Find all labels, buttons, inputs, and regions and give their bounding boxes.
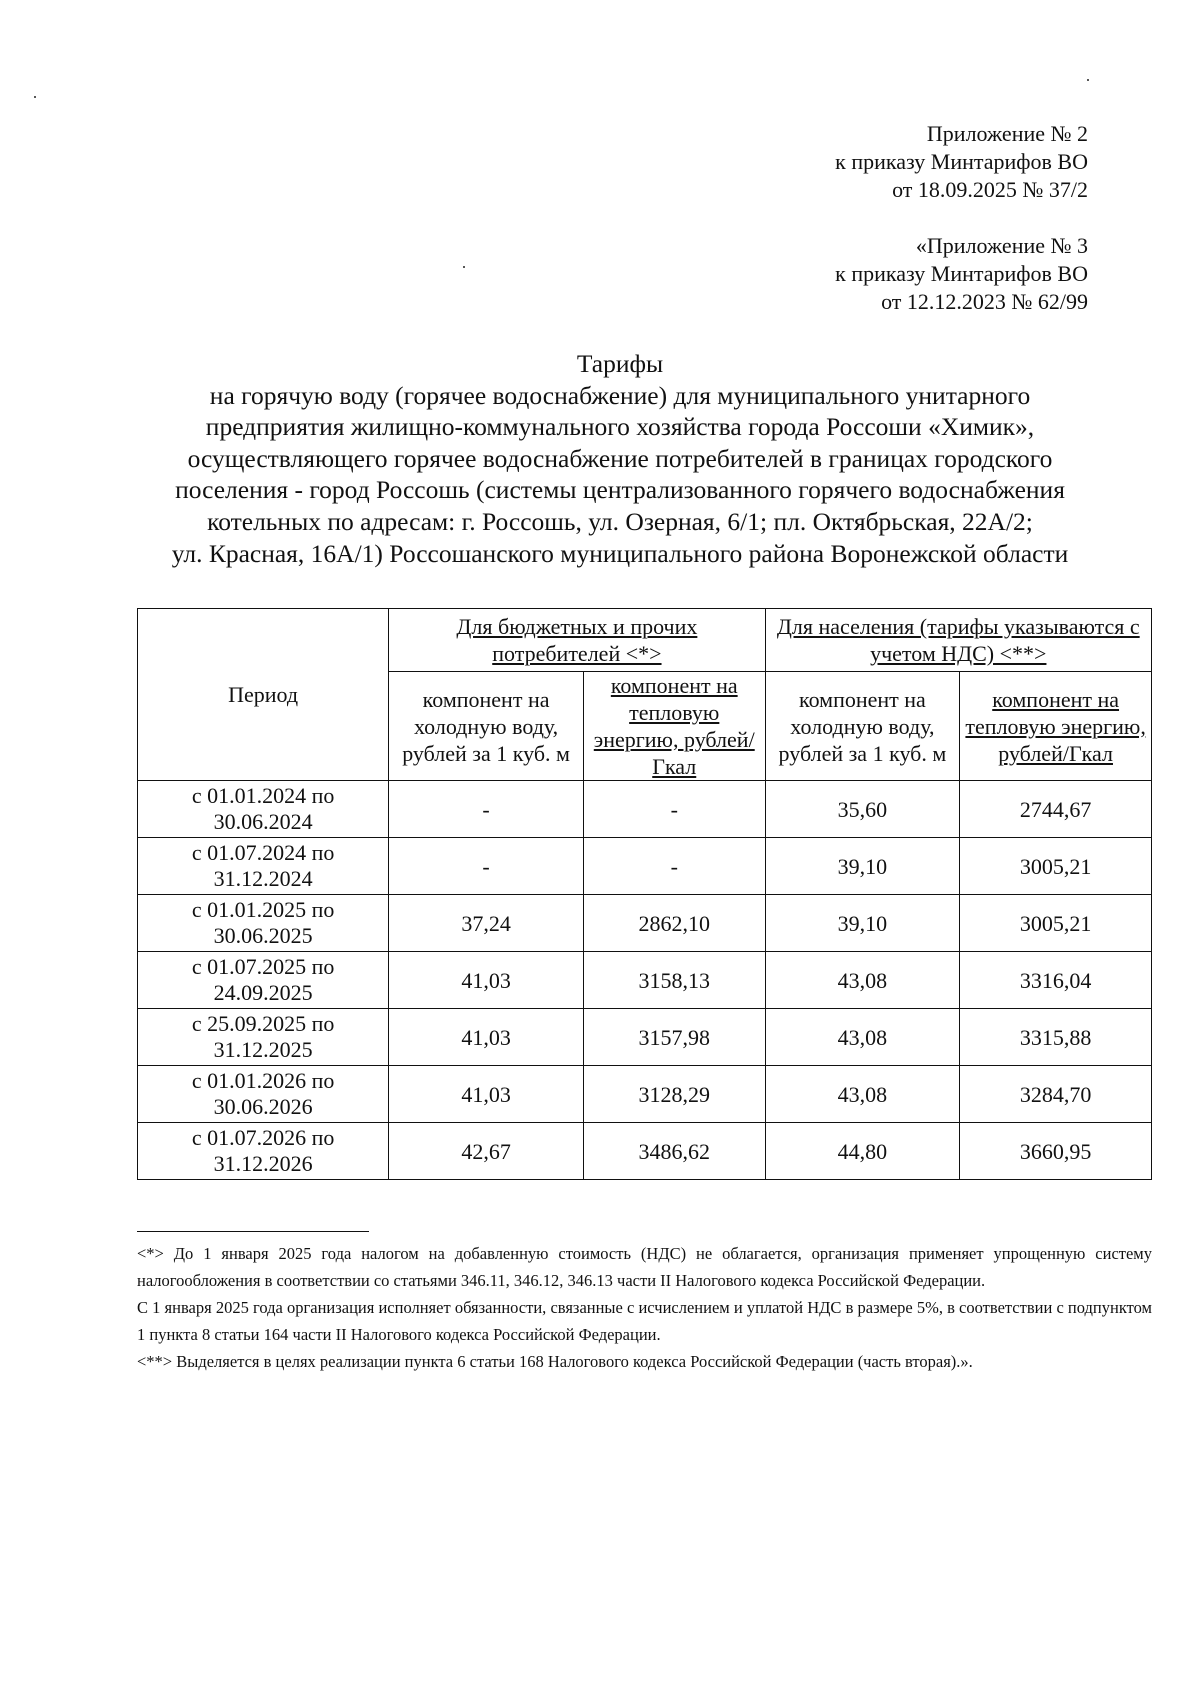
footnote-separator (137, 1231, 369, 1232)
budget-cold-water-cell: 41,03 (389, 1009, 584, 1066)
population-heat-energy-cell: 3005,21 (960, 895, 1152, 952)
population-heat-energy-cell: 2744,67 (960, 781, 1152, 838)
budget-heat-energy-cell: - (583, 781, 765, 838)
title-heading: Тарифы (576, 349, 664, 378)
population-cold-water-cell: 39,10 (765, 895, 960, 952)
budget-cold-water-cell: 37,24 (389, 895, 584, 952)
appendix-order-date: от 12.12.2023 № 62/99 (881, 289, 1088, 314)
appendix-number: «Приложение № 3 (915, 233, 1088, 258)
table-row (138, 1009, 1152, 1066)
budget-cold-water-cell: 42,67 (389, 1123, 584, 1180)
population-group-header: Для населения (тарифы указываются с учетом НДС) <**> (765, 609, 1151, 672)
period-cell: с 01.01.2024 по 30.06.2024 (138, 781, 389, 838)
population-heat-energy-header: компонент на тепловую энергию, рублей/Гкал (960, 672, 1152, 781)
period-cell: с 01.07.2024 по 31.12.2024 (138, 838, 389, 895)
footnotes (137, 1240, 1152, 1375)
budget-cold-water-cell: - (389, 838, 584, 895)
table-row (138, 952, 1152, 1009)
period-cell: с 01.01.2026 по 30.06.2026 (138, 1066, 389, 1123)
budget-heat-energy-header: компонент на тепловую энергию, рублей/Гкал (583, 672, 765, 781)
footnote-vat-5: С 1 января 2025 года организация исполняет обязанности, связанные с исчислением и уплатой НДС в размере 5%, в соответствии с подпунктом 1 пункта 8 статьи 164 части II Налогового кодекса Российской Федерации. (137, 1298, 1152, 1344)
population-cold-water-cell: 43,08 (765, 952, 960, 1009)
budget-group-header: Для бюджетных и прочих потребителей <*> (389, 609, 765, 672)
period-cell: с 01.07.2025 по 24.09.2025 (138, 952, 389, 1009)
budget-cold-water-cell: - (389, 781, 584, 838)
population-cold-water-cell: 43,08 (765, 1066, 960, 1123)
appendix-header-current (835, 120, 1088, 204)
scan-speck (34, 96, 36, 98)
tariff-table (137, 608, 1152, 1180)
population-cold-water-cell: 35,60 (765, 781, 960, 838)
title-line: поселения - город Россошь (системы централизованного горячего водоснабжения (175, 475, 1065, 505)
period-header: Период (138, 609, 389, 781)
appendix-header-amended (835, 232, 1088, 316)
population-heat-energy-cell: 3316,04 (960, 952, 1152, 1009)
title-line: предприятия жилищно-коммунального хозяйства города Россоши «Химик», (205, 412, 1035, 442)
budget-heat-energy-cell: 3128,29 (583, 1066, 765, 1123)
title-line: ул. Красная, 16А/1) Россошанского муниципального района Воронежской области (171, 538, 1069, 568)
population-cold-water-cell: 39,10 (765, 838, 960, 895)
title-line: на горячую воду (горячее водоснабжение) для муниципального унитарного (209, 380, 1031, 410)
table-row (138, 895, 1152, 952)
table-row (138, 1066, 1152, 1123)
budget-cold-water-cell: 41,03 (389, 1066, 584, 1123)
table-row (138, 781, 1152, 838)
population-heat-energy-cell: 3660,95 (960, 1123, 1152, 1180)
budget-heat-energy-cell: 3486,62 (583, 1123, 765, 1180)
footnote-vat-allocation: <**> Выделяется в целях реализации пункта 6 статьи 168 Налогового кодекса Российской Федерации (часть вторая).». (137, 1352, 973, 1371)
document-title (120, 348, 1120, 569)
budget-heat-energy-cell: 3158,13 (583, 952, 765, 1009)
scan-speck (463, 266, 465, 268)
scan-speck (1087, 79, 1089, 81)
budget-heat-energy-cell: - (583, 838, 765, 895)
population-heat-energy-cell: 3005,21 (960, 838, 1152, 895)
budget-cold-water-cell: 41,03 (389, 952, 584, 1009)
population-cold-water-cell: 43,08 (765, 1009, 960, 1066)
title-line: котельных по адресам: г. Россошь, ул. Озерная, 6/1; пл. Октябрьская, 22А/2; (207, 506, 1033, 536)
population-heat-energy-cell: 3284,70 (960, 1066, 1152, 1123)
appendix-order-date: от 18.09.2025 № 37/2 (892, 177, 1088, 202)
period-cell: с 01.01.2025 по 30.06.2025 (138, 895, 389, 952)
period-cell: с 25.09.2025 по 31.12.2025 (138, 1009, 389, 1066)
budget-cold-water-header: компонент на холодную воду, рублей за 1 куб. м (389, 672, 584, 781)
population-cold-water-header: компонент на холодную воду, рублей за 1 куб. м (765, 672, 960, 781)
title-line: осуществляющего горячее водоснабжение потребителей в границах городского (187, 443, 1053, 473)
table-row (138, 838, 1152, 895)
budget-heat-energy-cell: 3157,98 (583, 1009, 765, 1066)
population-cold-water-cell: 44,80 (765, 1123, 960, 1180)
appendix-order-ref: к приказу Минтарифов ВО (835, 261, 1088, 286)
footnote-no-vat: <*> До 1 января 2025 года налогом на добавленную стоимость (НДС) не облагается, организация применяет упрощенную систему налогообложения в соответствии со статьями 346.11, 346.12, 346.13 части II Налогового кодекса Российской Федерации. (137, 1244, 1152, 1290)
table-row (138, 1123, 1152, 1180)
appendix-number: Приложение № 2 (926, 121, 1088, 146)
period-cell: с 01.07.2026 по 31.12.2026 (138, 1123, 389, 1180)
budget-heat-energy-cell: 2862,10 (583, 895, 765, 952)
population-heat-energy-cell: 3315,88 (960, 1009, 1152, 1066)
appendix-order-ref: к приказу Минтарифов ВО (835, 149, 1088, 174)
